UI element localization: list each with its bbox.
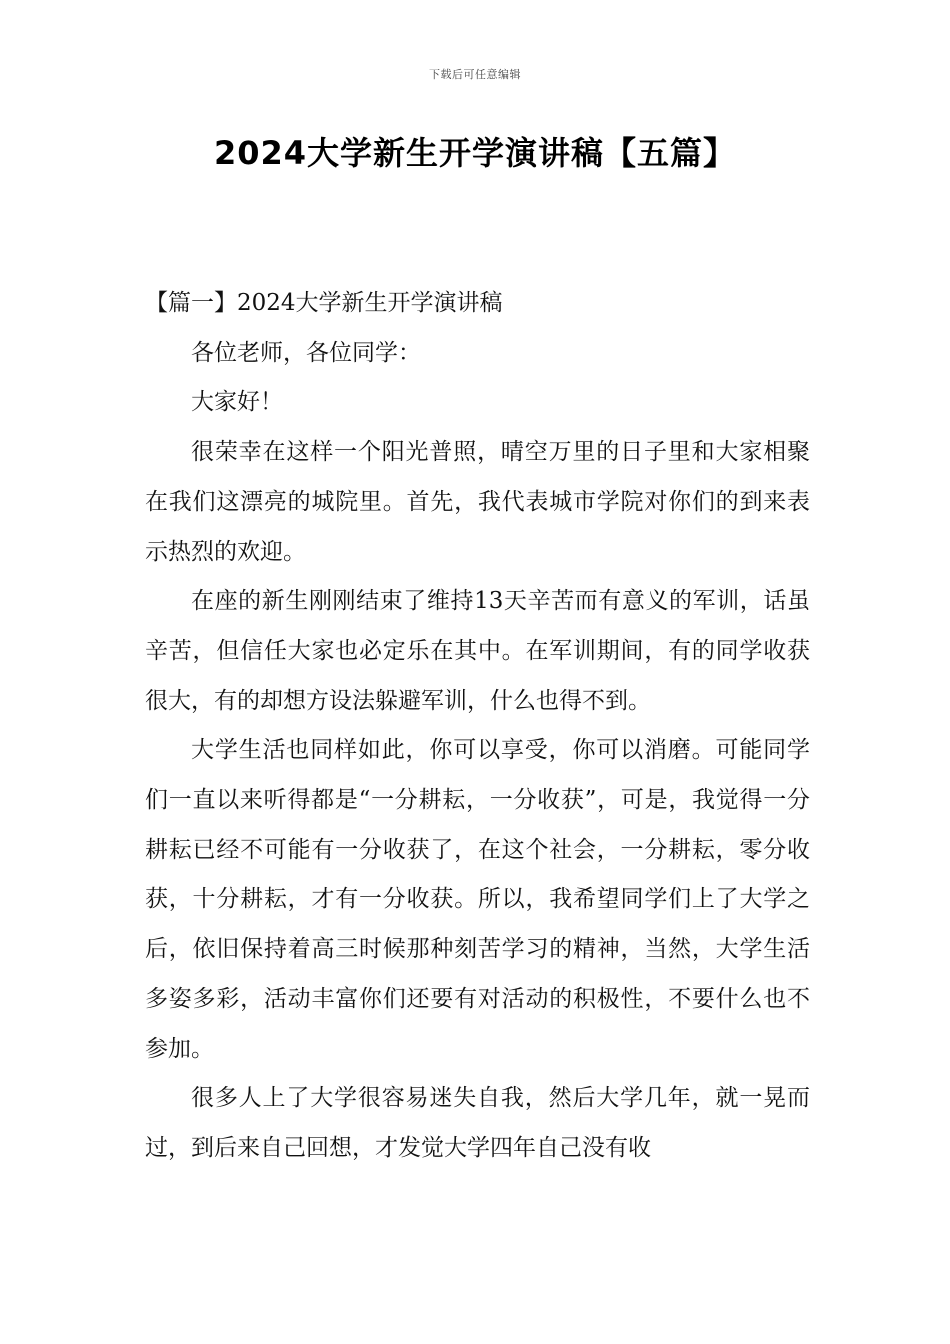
paragraph: 在座的新生刚刚结束了维持13天辛苦而有意义的军训，话虽辛苦，但信任大家也必定乐在其中。在军训期间，有的同学收获很大，有的却想方设法躲避军训，什么也得不到。 (145, 588, 810, 714)
document-body (145, 279, 810, 1174)
paragraph-greeting: 大家好！ (191, 389, 283, 416)
header-note: 下载后可任意编辑 (429, 68, 521, 81)
paragraph: 很多人上了大学很容易迷失自我，然后大学几年，就一晃而过，到后来自己回想，才发觉大学四年自己没有收 (145, 1085, 810, 1161)
section-heading: 【篇一】2024大学新生开学演讲稿 (145, 290, 503, 316)
paragraph-salutation: 各位老师，各位同学： (191, 339, 421, 366)
document-title: 2024大学新生开学演讲稿【五篇】 (213, 134, 737, 172)
paragraph: 大学生活也同样如此，你可以享受，你可以消磨。可能同学们一直以来听得都是“一分耕耘，一分收获”，可是，我觉得一分耕耘已经不可能有一分收获了，在这个社会，一分耕耘，零分收获，十分耕耘，才有一分收获。所以，我希望同学们上了大学之后，依旧保持着高三时候那种刻苦学习的精神，当然，大学生活多姿多彩，活动丰富你们还要有对活动的积极性，不要什么也不参加。 (145, 737, 810, 1062)
paragraph: 很荣幸在这样一个阳光普照，晴空万里的日子里和大家相聚在我们这漂亮的城院里。首先，我代表城市学院对你们的到来表示热烈的欢迎。 (145, 439, 810, 565)
